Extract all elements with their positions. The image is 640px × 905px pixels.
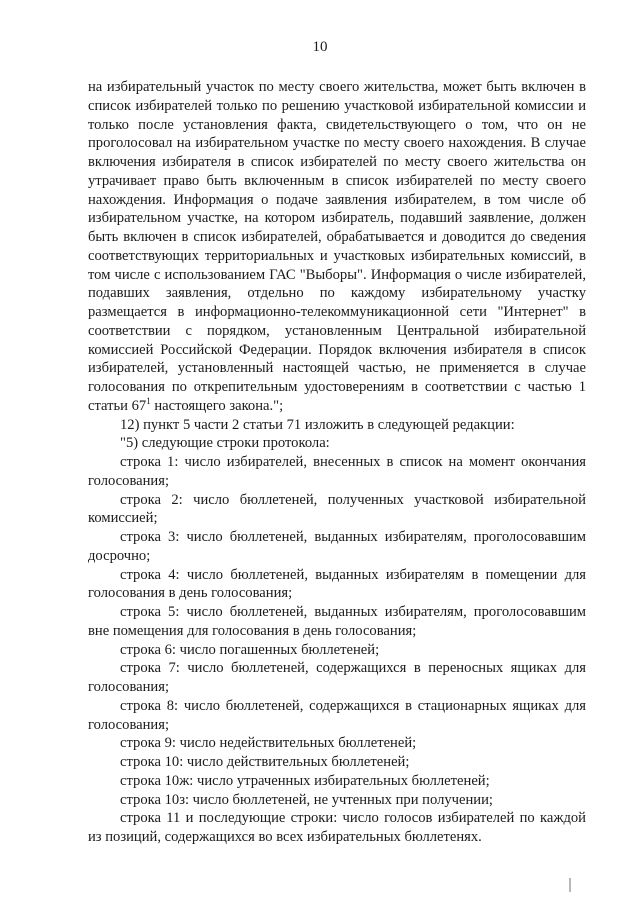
scan-mark xyxy=(569,878,571,892)
paragraph-voter-registration xyxy=(88,78,586,416)
superscript: 1 xyxy=(146,395,151,406)
paragraph-line-1: строка 1: число избирателей, внесенных в список на момент окончания голосования; xyxy=(88,454,586,489)
paragraph-line-10: строка 10: число действительных бюллетеней; xyxy=(120,754,410,770)
paragraph-line-6: строка 6: число погашенных бюллетеней; xyxy=(120,641,380,658)
paragraph-line-8: строка 8: число бюллетеней, содержащихся в стационарных ящиках для голосования; xyxy=(88,697,586,733)
paragraph-line-7: строка 7: число бюллетеней, содержащихся в переносных ящиках для голосования; xyxy=(88,660,586,695)
paragraph-line-5: строка 5: число бюллетеней, выданных избирателям, проголосовавшим вне помещения для голосования в день голосования; xyxy=(88,604,586,639)
paragraph-line-4: строка 4: число бюллетеней, выданных избирателям в помещении для голосования в день голосования; xyxy=(88,566,586,602)
paragraph-line-10zh: строка 10ж: число утраченных избирательных бюллетеней; xyxy=(120,772,490,789)
paragraph-line-11: строка 11 и последующие строки: число голосов избирателей по каждой из позиций, содержащихся во всех избирательных бюллетенях. xyxy=(88,810,586,845)
paragraph-tail: настоящего закона."; xyxy=(150,397,284,414)
paragraph-line-2: строка 2: число бюллетеней, полученных участковой избирательной комиссией; xyxy=(88,491,586,527)
paragraph-line-9: строка 9: число недействительных бюллетеней; xyxy=(120,735,417,752)
paragraph-line-3: строка 3: число бюллетеней, выданных избирателям, проголосовавшим досрочно; xyxy=(88,529,586,564)
paragraph-amendment-12: 12) пункт 5 части 2 статьи 71 изложить в следующей редакции: xyxy=(120,416,515,433)
paragraph-protocol-lines-intro: "5) следующие строки протокола: xyxy=(120,435,330,452)
document-body xyxy=(88,78,586,847)
page-number: 10 xyxy=(312,39,328,55)
paragraph-line-10z: строка 10з: число бюллетеней, не учтенных при получении; xyxy=(120,791,493,808)
paragraph-text: на избирательный участок по месту своего жительства, может быть включен в список избирателей только по решению участковой избирательной комиссии и только после установления факта, свидетельствующего о том, что он не проголосовал на избирательном участке по месту своего нахождения. В случае включения избирателя в список избирателей по месту своего жительства он утрачивает право быть включенным в список избирателей по месту своего нахождения. Информация о подаче заявления избирателем, в том числе об избирательном участке, на котором избиратель, подавший заявление, должен быть включен в список избирателей, обрабатывается и доводится до сведения соответствующих территориальных и участковых избирательных комиссий, в том числе с использованием ГАС "Выборы". Информация о числе избирателей, подавших заявления, отдельно по каждому избирательному участку размещается в информационно-телекоммуникационной сети "Интернет" в соответствии с порядком, установленным Центральной избирательной комиссией Российской Федерации. Порядок включения избирателя в список избирателей, установленный настоящей частью, не применяется в случае голосования по открепительным удостоверениям в соответствии с частью 1 статьи 67 xyxy=(88,79,586,414)
